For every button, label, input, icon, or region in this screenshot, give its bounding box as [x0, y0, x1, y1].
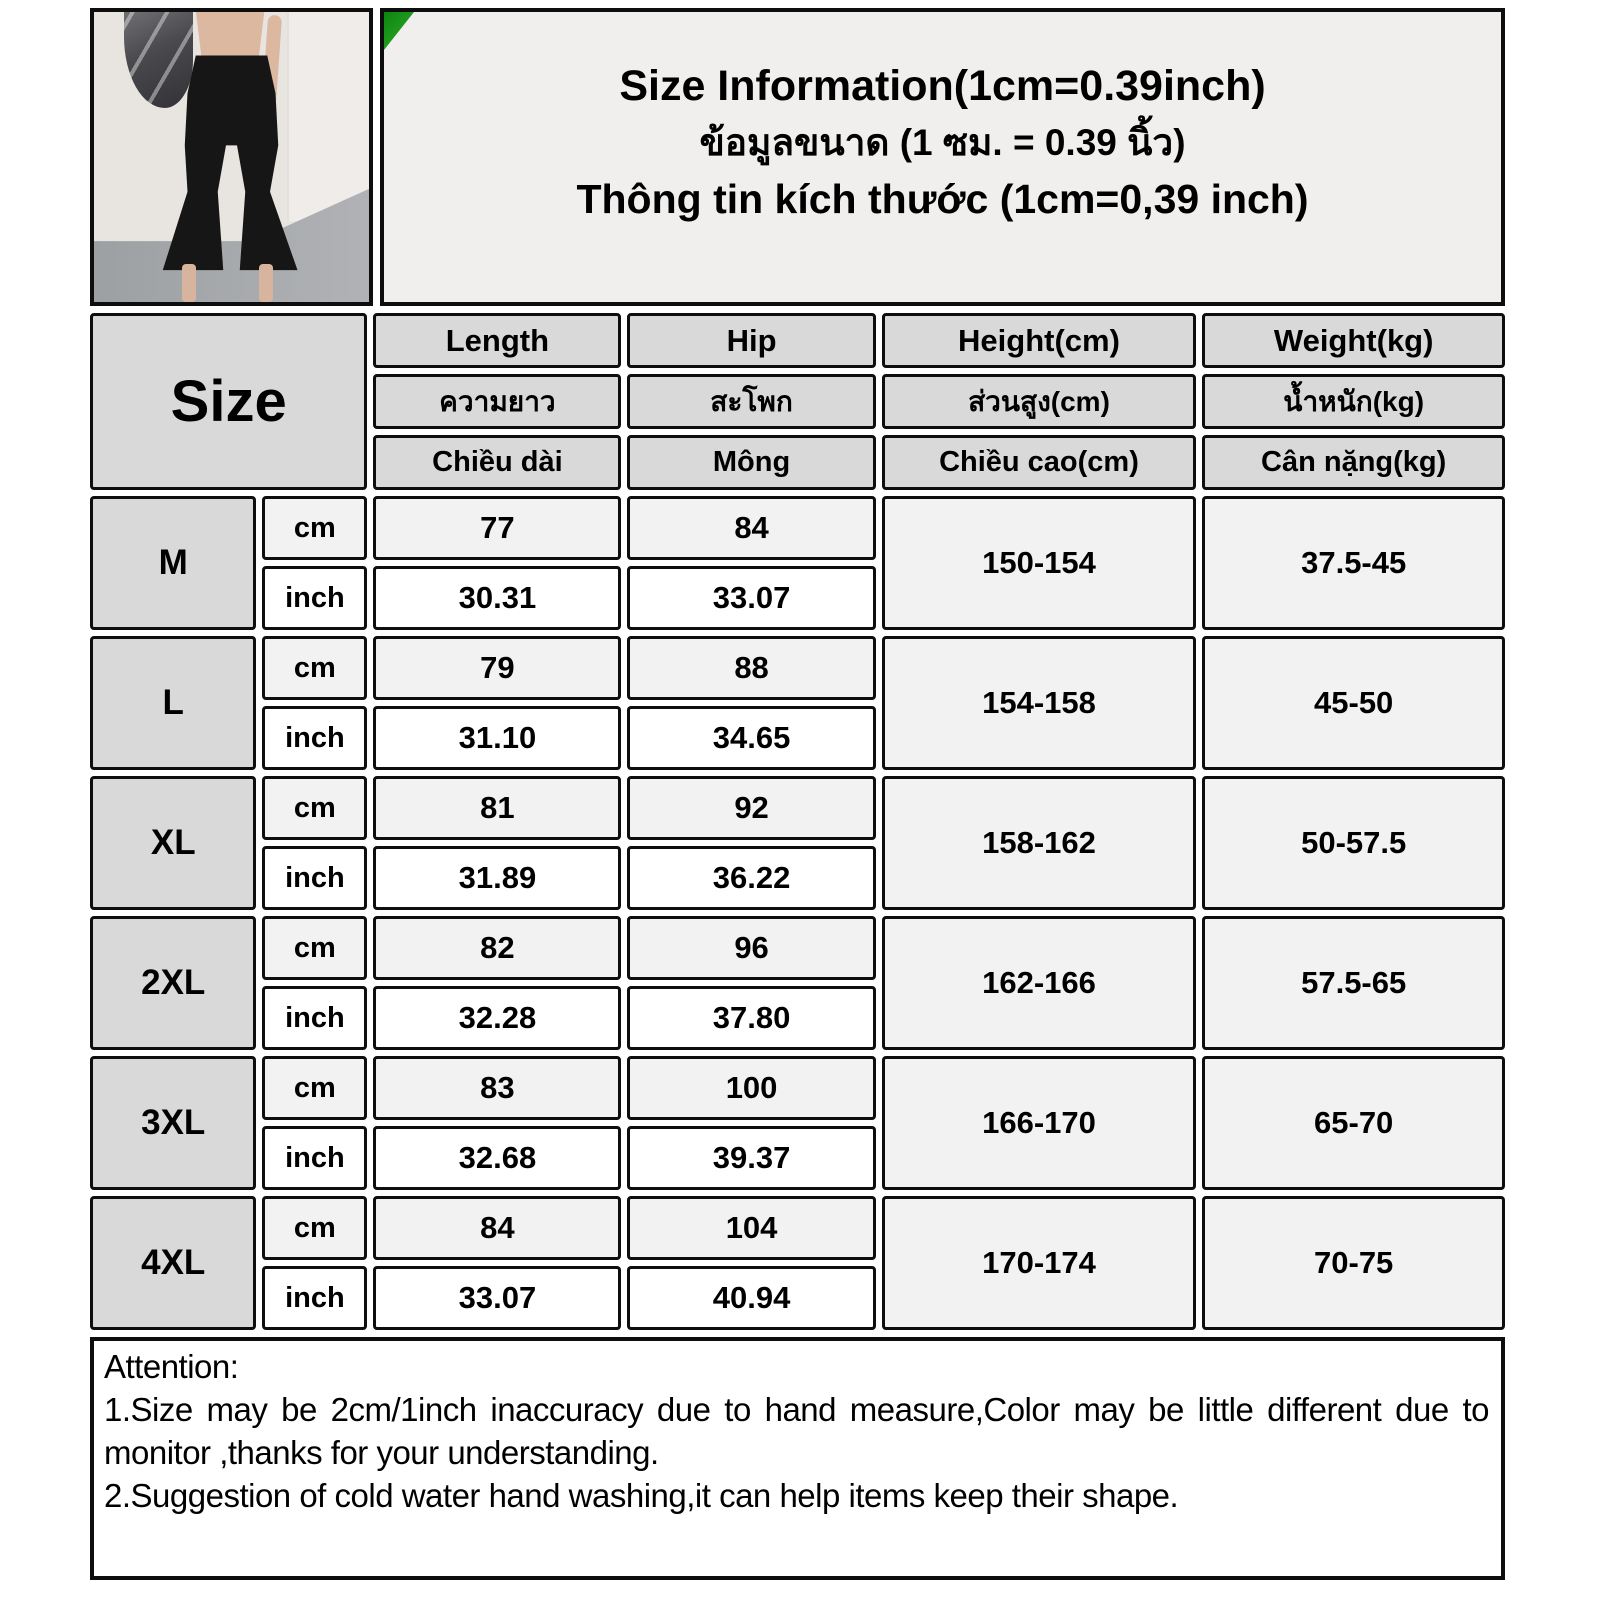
- unit-label-cm: cm: [262, 776, 367, 840]
- range-height: 154-158: [882, 636, 1197, 770]
- size-table: [84, 307, 1511, 1336]
- size-info-banner: [380, 8, 1505, 306]
- value-hip-cm: 84: [627, 496, 875, 560]
- col-height-en: Height(cm): [882, 313, 1197, 368]
- photo-wall-corner: [287, 12, 370, 221]
- size-header: Size: [90, 313, 367, 490]
- top-section: [90, 8, 1505, 306]
- attention-note-1: 1.Size may be 2cm/1inch inaccuracy due to hand measure,Color may be little different due to monitor ,thanks for your understanding.: [104, 1391, 1489, 1471]
- value-hip-inch: 36.22: [627, 846, 875, 910]
- value-hip-inch: 39.37: [627, 1126, 875, 1190]
- value-length-cm: 83: [373, 1056, 621, 1120]
- range-weight: 50-57.5: [1202, 776, 1505, 910]
- range-weight: 45-50: [1202, 636, 1505, 770]
- title-english: Size Information(1cm=0.39inch): [619, 62, 1266, 110]
- size-label: 4XL: [90, 1196, 256, 1330]
- size-label: M: [90, 496, 256, 630]
- col-hip-en: Hip: [627, 313, 875, 368]
- unit-label-cm: cm: [262, 916, 367, 980]
- col-height-th: ส่วนสูง(cm): [882, 374, 1197, 429]
- size-label: L: [90, 636, 256, 770]
- photo-model-ankle-left: [182, 264, 196, 302]
- col-length-th: ความยาว: [373, 374, 621, 429]
- value-hip-cm: 96: [627, 916, 875, 980]
- unit-label-inch: inch: [262, 1266, 367, 1330]
- value-hip-inch: 37.80: [627, 986, 875, 1050]
- attention-note-2: 2.Suggestion of cold water hand washing,it can help items keep their shape.: [104, 1477, 1179, 1514]
- value-length-cm: 79: [373, 636, 621, 700]
- range-height: 162-166: [882, 916, 1197, 1050]
- photo-model-torso: [193, 12, 267, 61]
- col-weight-vi: Cân nặng(kg): [1202, 435, 1505, 490]
- range-weight: 37.5-45: [1202, 496, 1505, 630]
- value-hip-cm: 104: [627, 1196, 875, 1260]
- attention-heading: Attention:: [104, 1348, 239, 1385]
- value-length-cm: 81: [373, 776, 621, 840]
- unit-label-inch: inch: [262, 566, 367, 630]
- col-length-en: Length: [373, 313, 621, 368]
- value-length-inch: 31.10: [373, 706, 621, 770]
- value-length-inch: 33.07: [373, 1266, 621, 1330]
- size-label: 3XL: [90, 1056, 256, 1190]
- photo-jacket: [124, 8, 193, 108]
- range-height: 166-170: [882, 1056, 1197, 1190]
- unit-label-cm: cm: [262, 1056, 367, 1120]
- value-length-inch: 30.31: [373, 566, 621, 630]
- product-photo: [90, 8, 373, 306]
- value-length-cm: 84: [373, 1196, 621, 1260]
- unit-label-inch: inch: [262, 706, 367, 770]
- range-height: 170-174: [882, 1196, 1197, 1330]
- value-length-inch: 32.28: [373, 986, 621, 1050]
- size-label: 2XL: [90, 916, 256, 1050]
- range-height: 158-162: [882, 776, 1197, 910]
- value-hip-inch: 40.94: [627, 1266, 875, 1330]
- value-hip-cm: 100: [627, 1056, 875, 1120]
- value-hip-inch: 34.65: [627, 706, 875, 770]
- unit-label-inch: inch: [262, 986, 367, 1050]
- value-hip-cm: 92: [627, 776, 875, 840]
- range-weight: 57.5-65: [1202, 916, 1505, 1050]
- range-height: 150-154: [882, 496, 1197, 630]
- size-label: XL: [90, 776, 256, 910]
- col-hip-th: สะโพก: [627, 374, 875, 429]
- title-thai: ข้อมูลขนาด (1 ซม. = 0.39 นิ้ว): [699, 122, 1186, 163]
- unit-label-inch: inch: [262, 846, 367, 910]
- col-hip-vi: Mông: [627, 435, 875, 490]
- value-length-cm: 82: [373, 916, 621, 980]
- col-height-vi: Chiều cao(cm): [882, 435, 1197, 490]
- attention-box: [90, 1337, 1505, 1580]
- value-length-cm: 77: [373, 496, 621, 560]
- green-corner-icon: [384, 12, 414, 50]
- value-hip-cm: 88: [627, 636, 875, 700]
- unit-label-cm: cm: [262, 1196, 367, 1260]
- value-length-inch: 31.89: [373, 846, 621, 910]
- col-weight-en: Weight(kg): [1202, 313, 1505, 368]
- range-weight: 65-70: [1202, 1056, 1505, 1190]
- photo-model-ankle-right: [259, 264, 273, 302]
- col-length-vi: Chiều dài: [373, 435, 621, 490]
- col-weight-th: น้ำหนัก(kg): [1202, 374, 1505, 429]
- unit-label-cm: cm: [262, 496, 367, 560]
- unit-label-cm: cm: [262, 636, 367, 700]
- title-vietnamese: Thông tin kích thước (1cm=0,39 inch): [576, 176, 1309, 222]
- unit-label-inch: inch: [262, 1126, 367, 1190]
- range-weight: 70-75: [1202, 1196, 1505, 1330]
- value-hip-inch: 33.07: [627, 566, 875, 630]
- value-length-inch: 32.68: [373, 1126, 621, 1190]
